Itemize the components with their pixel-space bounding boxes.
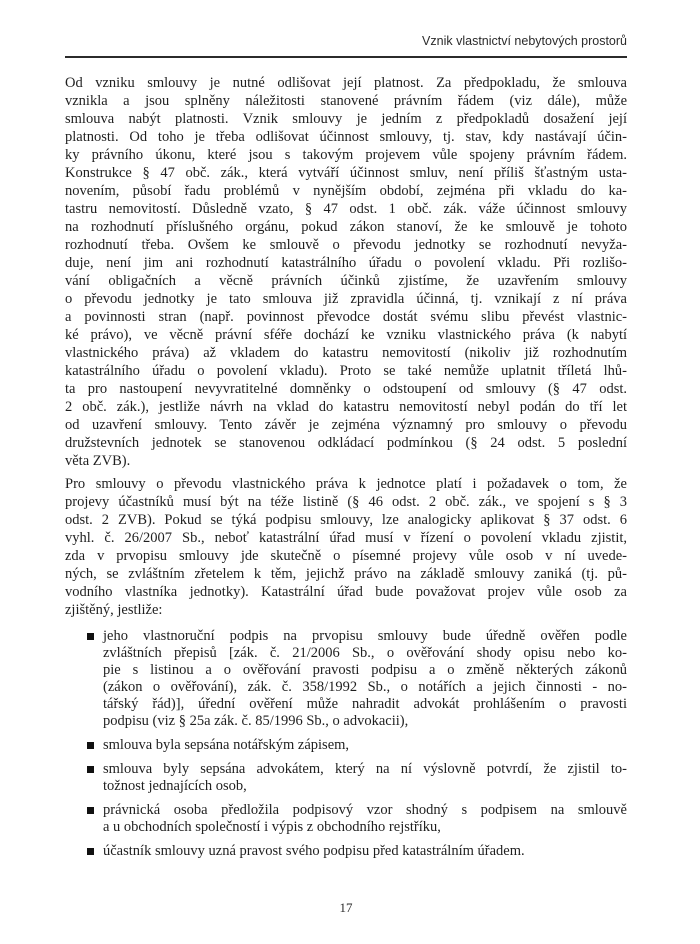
bullet-square-icon [87,766,94,773]
text-line: platnosti. Od toho je třeba odlišovat účinnost smlouvy, tj. stav, kdy nastávají účin- [65,129,627,145]
text-line: (zákon o ověřování), zák. č. 358/1992 Sb., o notářích a jejich činnosti - no- [103,679,627,695]
text-line: projevy účastníků musí být na téže listině (§ 46 odst. 2 obč. zák., ve spojení s § 3 [65,494,627,510]
bullet-square-icon [87,633,94,640]
text-line: pie s listinou a o ověřování pravosti podpisu a o změně některých zákonů [103,662,627,678]
text-line: na rozhodnutí příslušného orgánu, pokud zákon stanoví, že ke smlouvě je tohoto [65,219,627,235]
header-rule [65,56,627,58]
text-line: účastník smlouvy uzná pravost svého podpisu před katastrálním úřadem. [103,843,525,859]
text-line: Pro smlouvy o převodu vlastnického práva k jednotce platí i požadavek o tom, že [65,476,627,492]
text-line: smlouva byly sepsána advokátem, který na ní výslovně potvrdí, že zjistil to- [103,761,627,777]
page-footer [65,900,627,916]
bullet-square-icon [87,848,94,855]
text-line: ných, se zvláštním zřetelem k těm, jejichž právo na základě smlouvy zaniká (tj. pů- [65,566,627,582]
list-item-text [103,737,627,754]
list-item [65,802,627,836]
text-line: smlouva byla sepsána notářským zápisem, [103,737,350,753]
list-item [65,737,627,754]
text-line: od uzavření smlouvy. Tento závěr je zejména významný pro smlouvy o převodu [65,417,627,433]
text-line: věta ZVB). [65,453,131,469]
text-line: duje, není jim ani rozhodnutí katastrálního úřadu o povolení vkladu. Při rozlišo- [65,255,627,271]
list-item-text [103,628,627,730]
list-item [65,628,627,730]
text-line: družstevních jednotek se stanovenou odkládací podmínkou (§ 24 odst. 5 poslední [65,435,627,451]
running-title: Vznik vlastnictví nebytových prostorů [422,34,627,48]
page-body [65,74,627,860]
list-item-text [103,802,627,836]
text-line: tožnost jednajících osob, [103,778,247,794]
bullet-square-icon [87,742,94,749]
text-line: o převodu jednotky je tato smlouva již zpravidla účinná, tj. vznikají z ní práva [65,291,627,307]
text-line: a u obchodních společností i výpis z obchodního rejstříku, [103,819,441,835]
text-line: podpisu (viz § 25a zák. č. 85/1996 Sb., o advokacii), [103,713,409,729]
paragraph-1 [65,74,627,470]
text-line: novením, působí řadu problémů v nynějším období, zejména při vkladu do ka- [65,183,627,199]
text-line: právnická osoba předložila podpisový vzor shodný s podpisem na smlouvě [103,802,627,818]
bullet-square-icon [87,807,94,814]
text-line: tastru nemovitostí. Důsledně vzato, § 47 odst. 1 obč. zák. váže účinnost smlouvy [65,201,627,217]
paragraph-2 [65,475,627,619]
list-item-text [103,761,627,795]
text-line: ké právo), ve věcně právní sféře dochází ke vzniku vlastnického práva (k nabytí [65,327,627,343]
text-line: jeho vlastnoruční podpis na prvopisu smlouvy bude úředně ověřen podle [103,628,627,644]
text-line: a povinnosti stran (např. povinnost převodce dostát svému slibu převést vlastnic- [65,309,627,325]
bullet-list [65,628,627,860]
text-line: rozhodnutí třeba. Ovšem ke smlouvě o převodu jednotky se rozhodnutí nevyža- [65,237,627,253]
list-item [65,761,627,795]
text-line: odst. 2 ZVB). Pokud se týká podpisu smlouvy, lze analogicky aplikovat § 37 odst. 6 [65,512,627,528]
text-line: vodního vlastníka jednotky). Katastrální úřad bude považovat projev vůle osob za [65,584,627,600]
text-line: Konstrukce § 47 obč. zák., která vytváří účinnost smluv, není příliš šťastným usta- [65,165,627,181]
text-line: vyhl. č. 26/2007 Sb., neboť katastrální úřad musí v řízení o povolení vkladu zjistit, [65,530,627,546]
text-line: Od vzniku smlouvy je nutné odlišovat její platnost. Za předpokladu, že smlouva [65,75,627,91]
text-line: zda v prvopisu smlouvy jde skutečně o písemné projevy vůle osob v ní uvede- [65,548,627,564]
text-line: katastrálního úřadu o povolení vkladu). Proto se také nemůže uplatnit tříletá lhů- [65,363,627,379]
text-line: smlouva nabýt platnosti. Vznik smlouvy je jedním z předpokladů dosažení její [65,111,627,127]
text-line: zjištěný, jestliže: [65,602,163,618]
text-line: ky právního úkonu, které jsou s takovým projevem vůle spojeny právním řádem. [65,147,627,163]
list-item-text [103,843,627,860]
text-line: vlastnického práva) až vkladem do katastru nemovitostí (nikoliv již rozhodnutím [65,345,627,361]
text-line: vznikla a jsou splněny náležitosti stanovené právním řádem (viz dále), může [65,93,627,109]
text-line: 2 obč. zák.), jestliže návrh na vklad do katastru nemovitostí nebyl podán do tří let [65,399,627,415]
list-item [65,843,627,860]
text-line: zvláštních přepisů [zák. č. 21/2006 Sb., o ověřování shody opisu nebo ko- [103,645,627,661]
text-line: tářský řád)], úřední ověření může nahradit advokát prohlášením o pravosti [103,696,627,712]
page-header [65,34,627,58]
text-line: vání obligačních a věcně právních účinků zjistíme, že uzavřením smlouvy [65,273,627,289]
page-number: 17 [339,900,353,915]
text-line: ta pro nastoupení nevyvratitelné domněnky o odstoupení od smlouvy (§ 47 odst. [65,381,627,397]
